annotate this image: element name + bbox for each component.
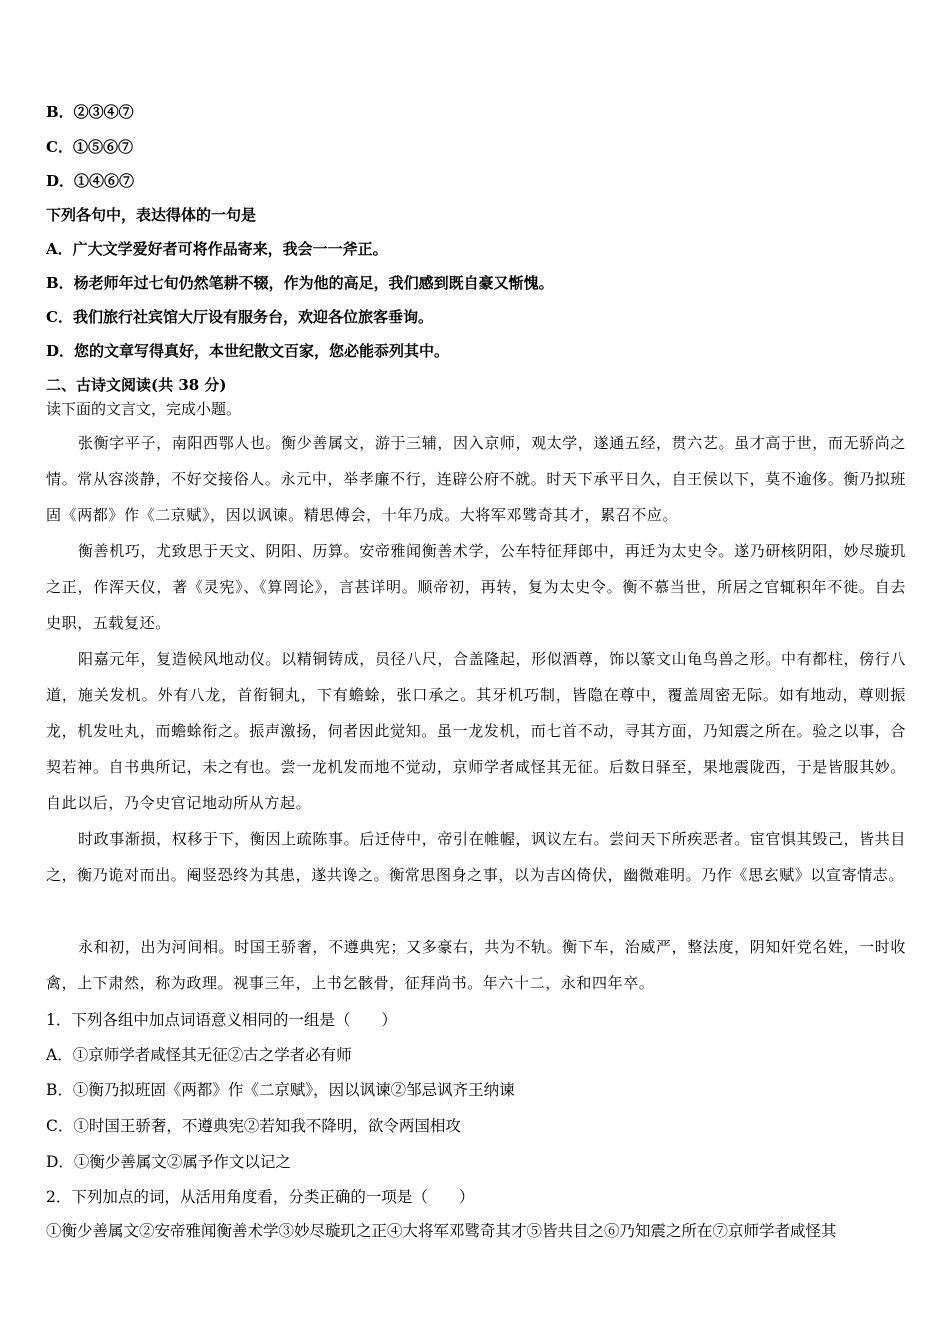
question-1-option-c: C．①时国王骄奢，不遵典宪②若知我不降明，欲令两国相攻 (46, 1117, 461, 1135)
question-appropriate-option-d: D．您的文章写得真好，本世纪散文百家，您必能忝列其中。 (46, 342, 450, 360)
passage-paragraph-1: 张衡字平子，南阳西鄂人也。衡少善属文，游于三辅，因入京师，观太学，遂通五经，贯六艺。虽才高于世，而无骄尚之情。常从容淡静，不好交接俗人。永元中，举孝廉不行，连辟公府不就。时天下承平日久，自王侯以下，莫不逾侈。衡乃拟班固《两都》作《二京赋》，因以讽谏。精思傅会，十年乃成。大将军邓骘奇其才，累召不应。 (46, 434, 906, 524)
passage-paragraph-4: 时政事渐损，权移于下，衡因上疏陈事。后迁侍中，帝引在帷幄，讽议左右。尝问天下所疾恶者。宦官惧其毁己，皆共目之，衡乃诡对而出。阉竖恐终为其患，遂共谗之。衡常思图身之事，以为吉凶倚伏，幽微难明。乃作《思玄赋》以宣寄情志。 (46, 830, 906, 884)
question-appropriate-option-c: C．我们旅行社宾馆大厅设有服务台，欢迎各位旅客垂询。 (46, 308, 433, 326)
question-2-stem: 2．下列加点的词，从活用角度看，分类正确的一项是（ ） (46, 1188, 475, 1206)
question-appropriate-option-b: B．杨老师年过七旬仍然笔耕不辍，作为他的高足，我们感到既自豪又惭愧。 (46, 274, 554, 292)
option-d-prev: D．①④⑥⑦ (46, 172, 135, 190)
question-1-option-d: D．①衡少善属文②属予作文以记之 (46, 1153, 291, 1171)
passage-paragraph-5: 永和初，出为河间相。时国王骄奢，不遵典宪；又多豪右，共为不轨。衡下车，治威严，整法度，阴知奸党名姓，一时收禽，上下肃然，称为政理。视事三年，上书乞骸骨，征拜尚书。年六十二，永和四年卒。 (46, 938, 906, 992)
option-b-prev: B．②③④⑦ (46, 103, 134, 121)
question-appropriate-option-a: A．广大文学爱好者可将作品寄来，我会一一斧正。 (46, 240, 388, 258)
section-title: 二、古诗文阅读(共 38 分) (46, 376, 227, 394)
question-1-option-b: B．①衡乃拟班固《两都》作《二京赋》，因以讽谏②邹忌讽齐王纳谏 (46, 1081, 515, 1099)
option-c-prev: C．①⑤⑥⑦ (46, 138, 133, 156)
question-1-stem: 1．下列各组中加点词语意义相同的一组是（ ） (46, 1011, 397, 1029)
question-2-items-line: ①衡少善属文②安帝雅闻衡善术学③妙尽璇玑之正④大将军邓骘奇其才⑤皆共目之⑥乃知震之所在⑦京师学者咸怪其 (46, 1222, 837, 1240)
reading-instruction: 读下面的文言文，完成小题。 (46, 400, 242, 418)
passage-paragraph-3: 阳嘉元年，复造候风地动仪。以精铜铸成，员径八尺，合盖隆起，形似酒尊，饰以篆文山龟鸟兽之形。中有都柱，傍行八道，施关发机。外有八龙，首衔铜丸，下有蟾蜍，张口承之。其牙机巧制，皆隐在尊中，覆盖周密无际。如有地动，尊则振龙，机发吐丸，而蟾蜍衔之。振声激扬，伺者因此觉知。虽一龙发机，而七首不动，寻其方面，乃知震之所在。验之以事，合契若神。自书典所记，未之有也。尝一龙机发而地不觉动，京师学者咸怪其无征。后数日驿至，果地震陇西，于是皆服其妙。自此以后，乃令史官记地动所从方起。 (46, 650, 906, 812)
question-appropriate-stem: 下列各句中，表达得体的一句是 (46, 206, 257, 224)
passage-paragraph-2: 衡善机巧，尤致思于天文、阴阳、历算。安帝雅闻衡善术学，公车特征拜郎中，再迁为太史令。遂乃研核阴阳，妙尽璇玑之正，作浑天仪，著《灵宪》、《算罔论》，言甚详明。顺帝初，再转，复为太史令。衡不慕当世，所居之官辄积年不徙。自去史职，五载复还。 (46, 542, 906, 632)
question-1-option-a: A．①京师学者咸怪其无征②古之学者必有师 (46, 1046, 352, 1064)
